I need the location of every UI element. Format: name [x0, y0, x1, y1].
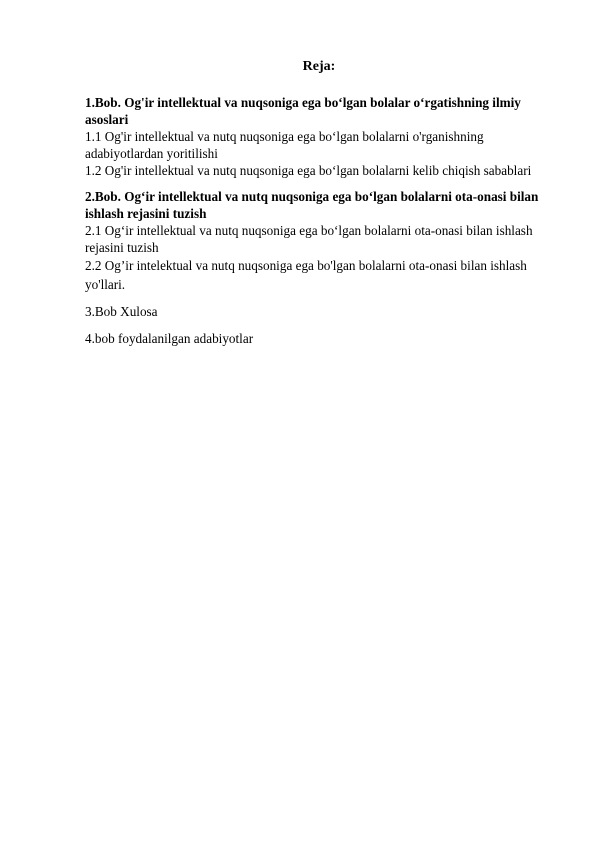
- section-1: [85, 94, 555, 179]
- references-line: 4.bob foydalanilgan adabiyotlar: [85, 331, 254, 346]
- section-1-item-1: 1.1 Og'ir intellektual va nutq nuqsoniga ega bo‘lgan bolalarni o'rganishning adabiyotlardan yoritilishi: [85, 129, 484, 161]
- section-2-item-1: 2.1 Og‘ir intellektual va nutq nuqsoniga ega bo‘lgan bolalarni ota-onasi bilan ishlash rejasini tuzish: [85, 223, 533, 255]
- section-2: [85, 188, 555, 294]
- section-1-heading: 1.Bob. Og'ir intellektual va nuqsoniga ega bo‘lgan bolalar o‘rgatishning ilmiy asoslari: [85, 95, 521, 127]
- page-title: Reja:: [302, 59, 336, 74]
- section-2-heading: 2.Bob. Og‘ir intellektual va nutq nuqsoniga ega bo‘lgan bolalarni ota-onasi bilan ishlash rejasini tuzish: [85, 189, 539, 221]
- section-1-item-2: 1.2 Og'ir intellektual va nutq nuqsoniga ega bo‘lgan bolalarni kelib chiqish sabablari: [85, 163, 532, 178]
- conclusion-line: 3.Bob Xulosa: [85, 304, 158, 319]
- plan-content: [85, 94, 555, 348]
- section-2-item-2: 2.2 Og’ir intelektual va nutq nuqsoniga ega bo'lgan bolalarni ota-onasi bilan ishlash yo'llari.: [85, 258, 527, 292]
